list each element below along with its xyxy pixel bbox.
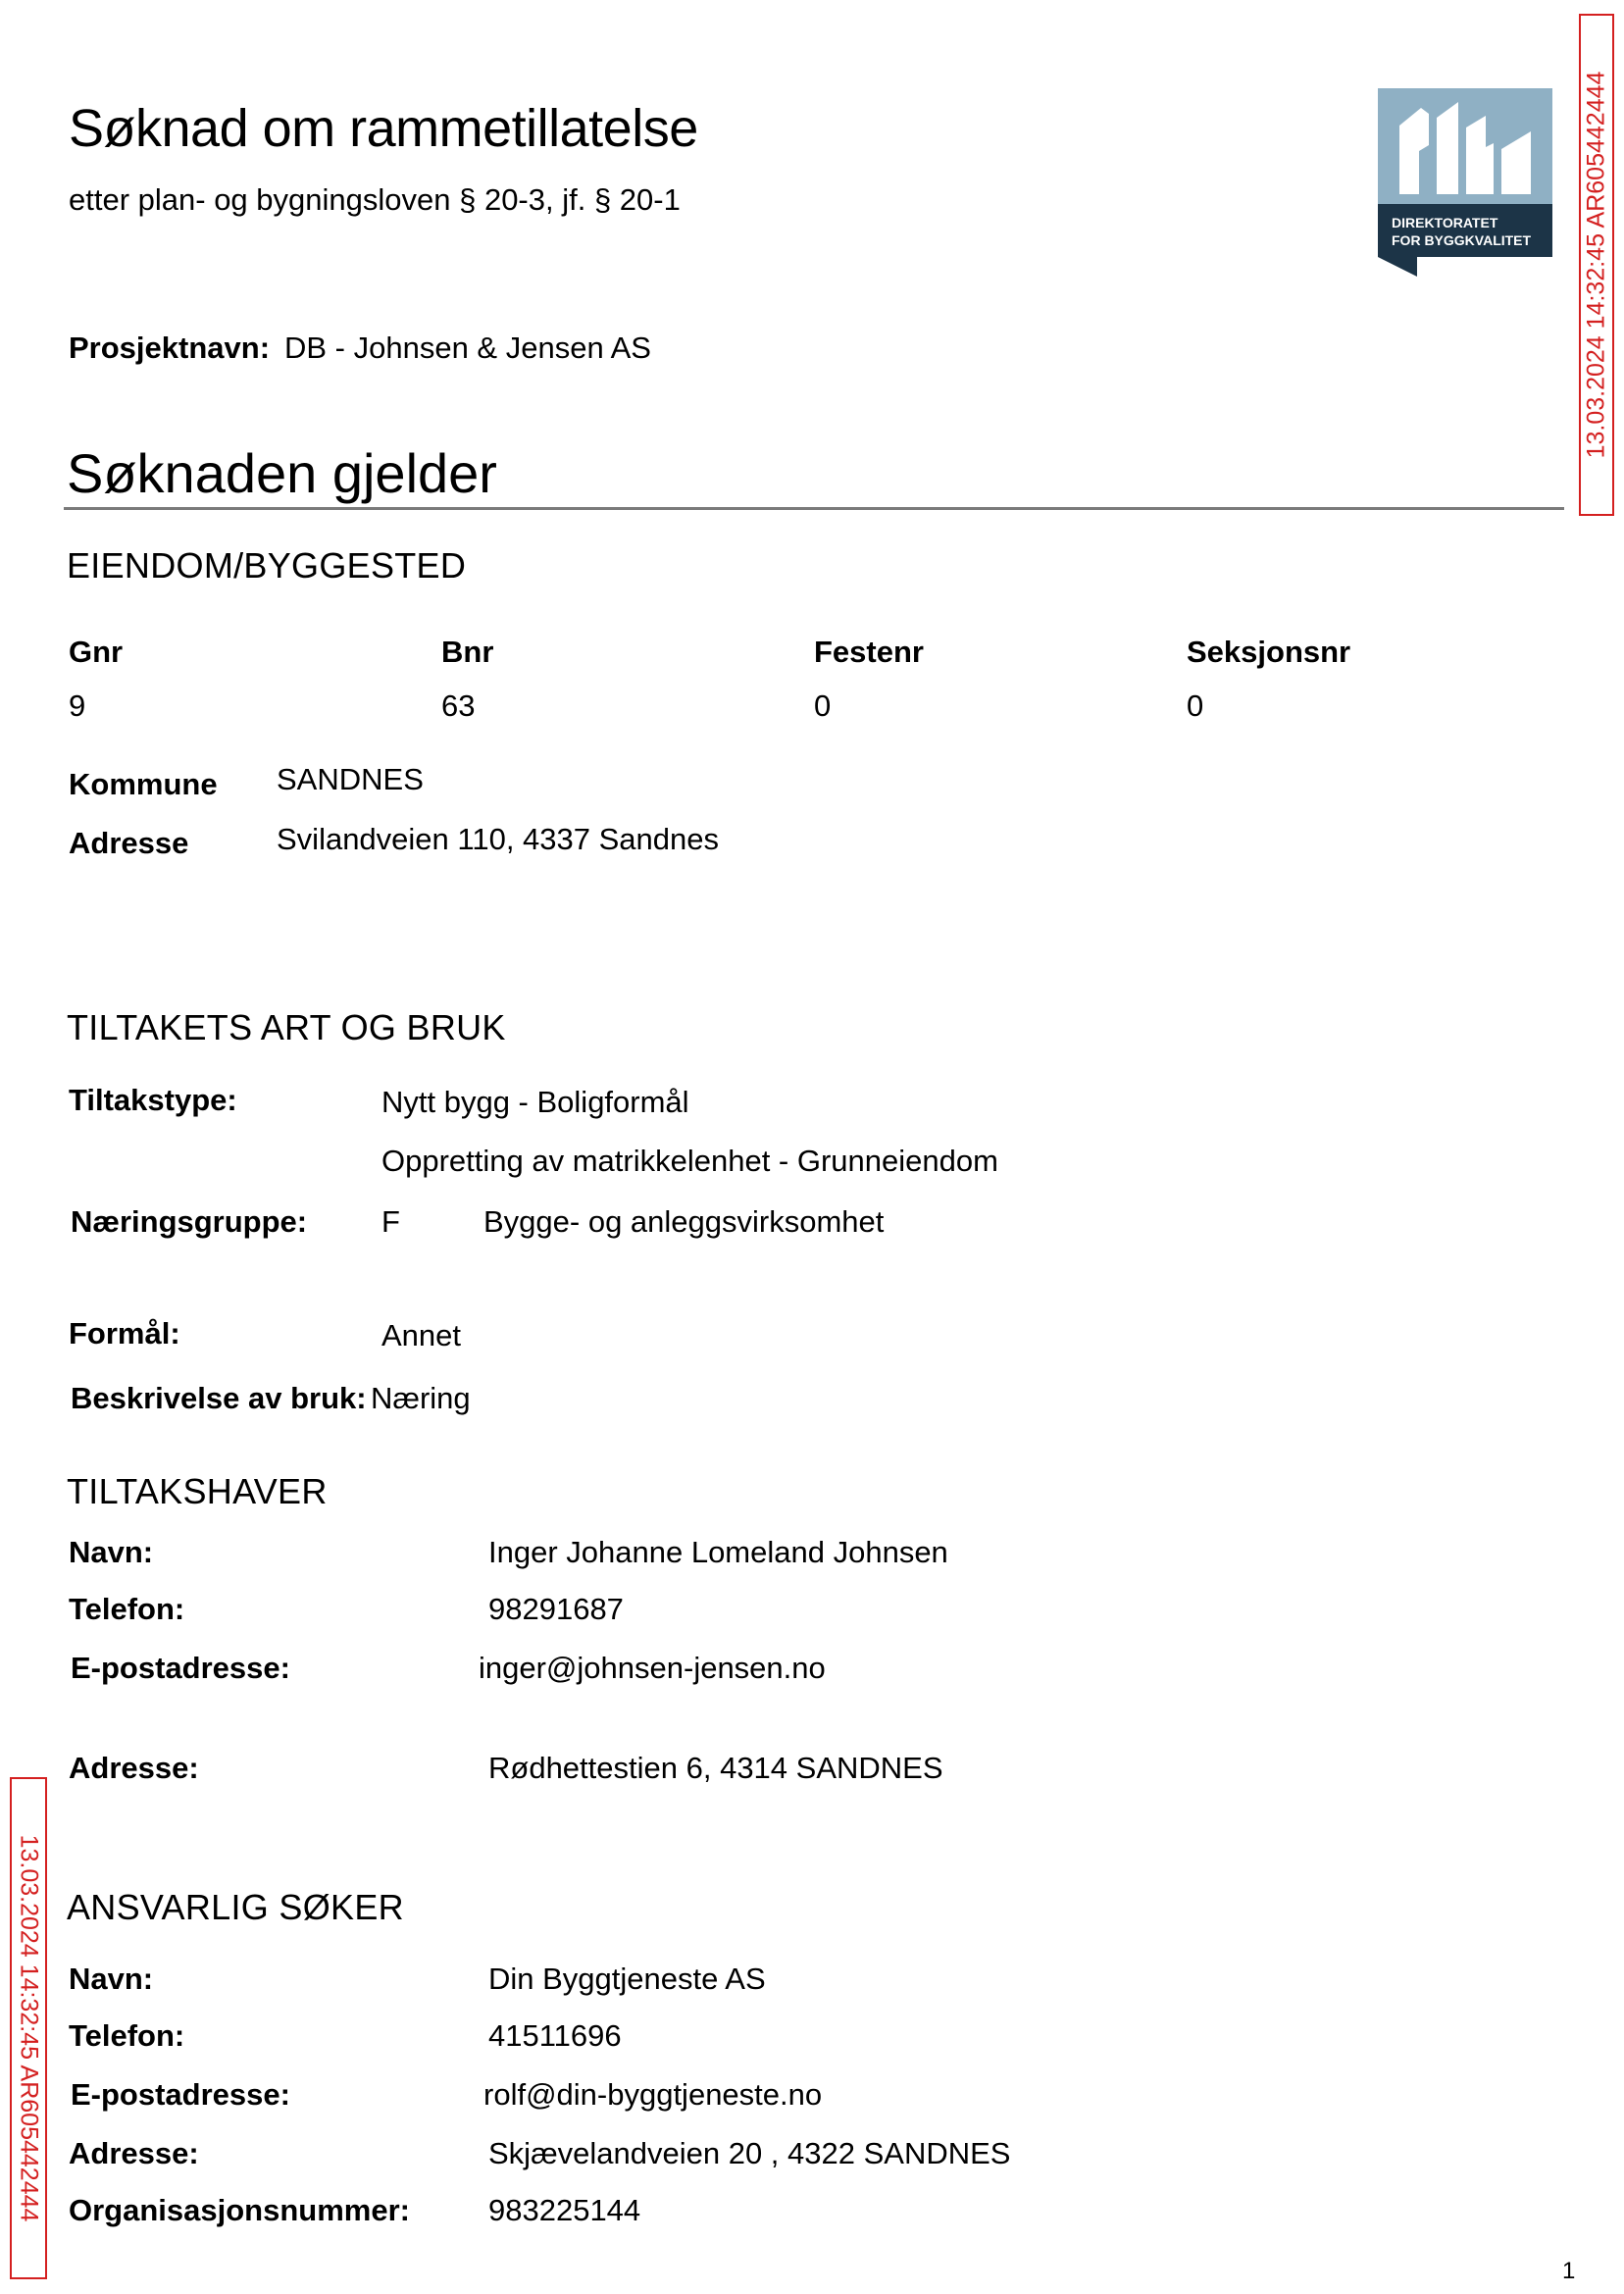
- timestamp-stamp-right: [1579, 14, 1614, 516]
- soker-telefon-label: Telefon:: [69, 2018, 185, 2053]
- dibk-logo: [1378, 88, 1552, 277]
- seksjonsnr-value: 0: [1187, 688, 1204, 723]
- soker-navn-value: Din Byggtjeneste AS: [488, 1962, 766, 1996]
- section-heading: Søknaden gjelder: [67, 442, 497, 504]
- stamp-text: 13.03.2024 14:32:45 AR605442444: [15, 1834, 43, 2222]
- page-number: 1: [1562, 2258, 1576, 2284]
- soker-epost-label: E-postadresse:: [71, 2077, 290, 2112]
- tiltakstype-value-1: Nytt bygg - Boligformål: [381, 1085, 689, 1119]
- naeringsgruppe-value: Bygge- og anleggsvirksomhet: [483, 1204, 885, 1239]
- timestamp-stamp-left: [10, 1777, 47, 2279]
- tiltakshaver-adresse-label: Adresse:: [69, 1751, 199, 1785]
- project-label: Prosjektnavn:: [69, 331, 271, 365]
- tiltakshaver-navn-label: Navn:: [69, 1535, 154, 1569]
- soker-adresse-value: Skjævelandveien 20 , 4322 SANDNES: [488, 2136, 1011, 2170]
- gnr-value: 9: [69, 688, 86, 723]
- gnr-label: Gnr: [69, 635, 124, 669]
- bnr-value: 63: [441, 688, 476, 723]
- formal-value: Annet: [381, 1318, 462, 1352]
- soker-org-label: Organisasjonsnummer:: [69, 2193, 410, 2227]
- festenr-label: Festenr: [814, 635, 924, 669]
- tiltakshaver-adresse-value: Rødhettestien 6, 4314 SANDNES: [488, 1751, 943, 1785]
- document-title: Søknad om rammetillatelse: [69, 99, 698, 158]
- property-heading: EIENDOM/BYGGESTED: [67, 545, 467, 586]
- tiltakshaver-epost-value: inger@johnsen-jensen.no: [479, 1651, 826, 1685]
- bnr-label: Bnr: [441, 635, 494, 669]
- adresse-value: Svilandveien 110, 4337 Sandnes: [277, 822, 719, 856]
- soker-epost-value: rolf@din-byggtjeneste.no: [483, 2077, 823, 2112]
- beskrivelse-value: Næring: [371, 1381, 471, 1415]
- tiltakstype-value-2: Oppretting av matrikkelenhet - Grunneiendom: [381, 1144, 998, 1178]
- section-divider: [64, 507, 1564, 510]
- tiltakshaver-epost-label: E-postadresse:: [71, 1651, 290, 1685]
- soker-navn-label: Navn:: [69, 1962, 154, 1996]
- logo-graphic: [1378, 88, 1552, 277]
- kommune-value: SANDNES: [277, 762, 424, 796]
- tiltakshaver-telefon-value: 98291687: [488, 1592, 624, 1626]
- tiltakshaver-heading: TILTAKSHAVER: [67, 1471, 328, 1511]
- festenr-value: 0: [814, 688, 832, 723]
- kommune-label: Kommune: [69, 767, 218, 801]
- tiltakshaver-telefon-label: Telefon:: [69, 1592, 185, 1626]
- stamp-text: 13.03.2024 14:32:45 AR605442444: [1582, 71, 1610, 459]
- soker-org-value: 983225144: [488, 2193, 641, 2227]
- seksjonsnr-label: Seksjonsnr: [1187, 635, 1351, 669]
- tiltakshaver-navn-value: Inger Johanne Lomeland Johnsen: [488, 1535, 948, 1569]
- formal-label: Formål:: [69, 1316, 180, 1351]
- ansvarlig-soker-heading: ANSVARLIG SØKER: [67, 1887, 404, 1927]
- naeringsgruppe-label: Næringsgruppe:: [71, 1204, 308, 1239]
- logo-text-line1: DIREKTORATET: [1392, 215, 1498, 230]
- logo-text-line2: FOR BYGGKVALITET: [1392, 232, 1532, 248]
- tiltakstype-label: Tiltakstype:: [69, 1083, 237, 1117]
- soker-telefon-value: 41511696: [488, 2018, 622, 2053]
- naeringsgruppe-code: F: [381, 1204, 400, 1239]
- beskrivelse-label: Beskrivelse av bruk:: [71, 1381, 367, 1415]
- soker-adresse-label: Adresse:: [69, 2136, 199, 2170]
- document-subtitle: etter plan- og bygningsloven § 20-3, jf. § 20-1: [69, 182, 681, 217]
- project-value: DB - Johnsen & Jensen AS: [284, 331, 651, 365]
- adresse-label: Adresse: [69, 826, 189, 860]
- tiltak-heading: TILTAKETS ART OG BRUK: [67, 1007, 506, 1047]
